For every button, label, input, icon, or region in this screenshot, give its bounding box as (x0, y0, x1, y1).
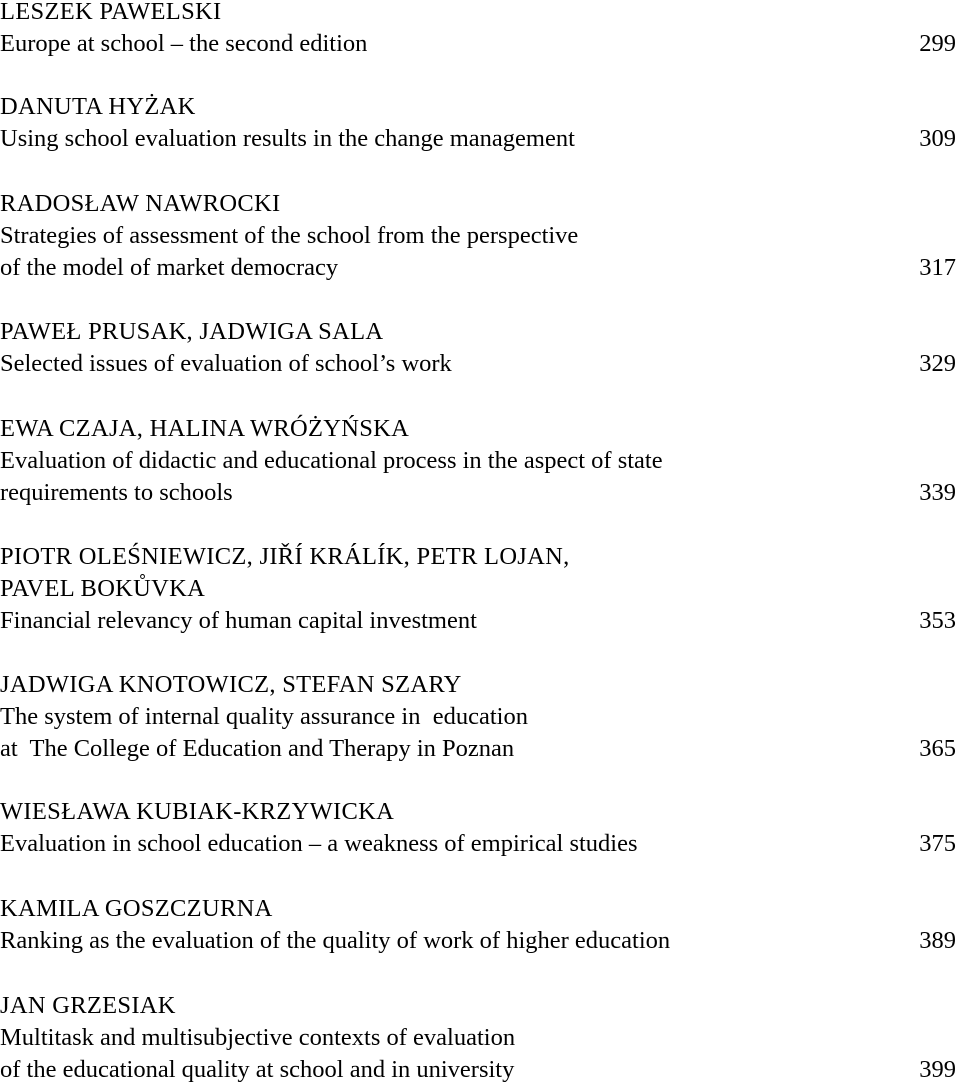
entry-title-row (0, 733, 956, 765)
entry-title-row (0, 123, 956, 155)
entry-page-number: 389 (919, 927, 956, 954)
entry-title: Selected issues of evaluation of school’s work (0, 350, 452, 377)
entry-author: DANUTA HYŻAK (0, 93, 196, 120)
entry-title: Evaluation of didactic and educational process in the aspect of state (0, 447, 663, 474)
entry-page-number: 299 (919, 30, 956, 57)
toc-entry (0, 669, 956, 765)
entry-page-number: 309 (919, 125, 956, 152)
entry-page-number: 353 (919, 607, 956, 634)
entry-title: Strategies of assessment of the school from the perspective (0, 222, 579, 249)
entry-title-line (0, 1022, 956, 1054)
entry-title: Using school evaluation results in the change management (0, 125, 575, 152)
entry-title: Evaluation in school education – a weakness of empirical studies (0, 830, 638, 857)
entry-title: at The College of Education and Therapy in Poznan (0, 735, 515, 762)
toc-entry (0, 893, 956, 957)
toc-entry (0, 990, 956, 1086)
toc-entry (0, 0, 956, 60)
entry-author: PIOTR OLEŚNIEWICZ, JIŘÍ KRÁLÍK, PETR LOJAN, (0, 543, 570, 570)
entry-title-row (0, 605, 956, 637)
entry-page-number: 329 (919, 350, 956, 377)
entry-author: JADWIGA KNOTOWICZ, STEFAN SZARY (0, 671, 462, 698)
entry-title: Financial relevancy of human capital investment (0, 607, 477, 634)
entry-title: of the model of market democracy (0, 254, 339, 281)
entry-title-row (0, 828, 956, 860)
entry-title-row (0, 477, 956, 509)
entry-title: Europe at school – the second edition (0, 30, 368, 57)
entry-author: JAN GRZESIAK (0, 992, 176, 1019)
entry-title: requirements to schools (0, 479, 233, 506)
entry-title-line (0, 701, 956, 733)
toc-entry (0, 413, 956, 509)
entry-title-line (0, 220, 956, 252)
entry-title: Multitask and multisubjective contexts of evaluation (0, 1024, 516, 1051)
entry-page-number: 399 (919, 1056, 956, 1083)
entry-title: of the educational quality at school and in university (0, 1056, 515, 1083)
entry-author: RADOSŁAW NAWROCKI (0, 190, 281, 217)
entry-page-number: 365 (919, 735, 956, 762)
entry-author: PAWEŁ PRUSAK, JADWIGA SALA (0, 318, 384, 345)
entry-author: KAMILA GOSZCZURNA (0, 895, 273, 922)
entry-title-row (0, 252, 956, 284)
entry-author: EWA CZAJA, HALINA WRÓŻYŃSKA (0, 415, 410, 442)
toc-entry (0, 316, 956, 380)
entry-author: WIESŁAWA KUBIAK-KRZYWICKA (0, 798, 395, 825)
toc-entry (0, 91, 956, 155)
entry-title-line (0, 445, 956, 477)
toc-entry (0, 541, 956, 637)
entry-title: Ranking as the evaluation of the quality of work of higher education (0, 927, 671, 954)
entry-title-row (0, 925, 956, 957)
entry-author: PAVEL BOKŮVKA (0, 575, 206, 602)
entry-author: LESZEK PAWELSKI (0, 0, 222, 25)
entry-title-row (0, 28, 956, 60)
entry-page-number: 375 (919, 830, 956, 857)
entry-title-row (0, 1054, 956, 1086)
entry-title-row (0, 348, 956, 380)
entry-title: The system of internal quality assurance in education (0, 703, 528, 730)
entry-page-number: 317 (919, 254, 956, 281)
toc-entry (0, 796, 956, 860)
toc-entry (0, 188, 956, 284)
entry-page-number: 339 (919, 479, 956, 506)
